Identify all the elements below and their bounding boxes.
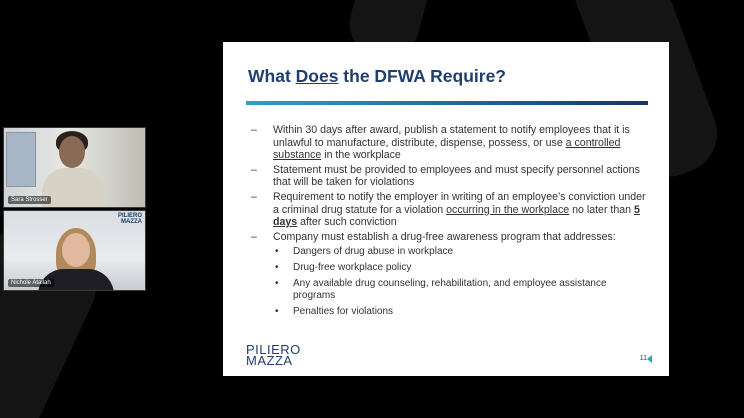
participant-figure: [62, 233, 90, 267]
sub-bullet-item: [273, 246, 651, 258]
bullet-item: [251, 124, 651, 162]
underlined-text: occurring in the workplace: [446, 203, 570, 216]
sub-bullet-text: Penalties for violations: [293, 306, 394, 318]
title-suffix: the DFWA Require?: [338, 66, 506, 86]
company-logo: [118, 213, 142, 225]
bullet-text: Statement must be provided to employees and must specify personnel actions that will be taken for violations: [273, 163, 640, 189]
sub-bullet-item: [273, 306, 651, 318]
dash-bullet: –: [251, 190, 257, 203]
bullet-text: Within 30 days after award, publish a statement to notify employees that it is unlawful to manufacture, distribute, dispense, possess, or use: [273, 124, 630, 149]
page-marker-icon: [647, 355, 652, 363]
page-number: 11: [639, 355, 647, 362]
emphasized-text: 5 days: [273, 203, 640, 229]
logo-line: PILIERO: [117, 213, 142, 219]
bullet-item: [251, 191, 651, 229]
dot-bullet: •: [275, 306, 279, 318]
dash-bullet: –: [251, 230, 257, 243]
dot-bullet: •: [275, 262, 279, 274]
logo-line: MAZZA: [246, 353, 293, 368]
dash-bullet: –: [251, 163, 257, 176]
sub-bullet-text: Any available drug counseling, rehabilitation, and employee assistance programs: [293, 278, 607, 302]
bullet-list: [251, 124, 651, 322]
dot-bullet: •: [275, 246, 279, 258]
bullet-text: Requirement to notify the employer in writing of an employee’s conviction under a criminal drug statute for a violation: [273, 190, 646, 216]
company-logo: [246, 344, 301, 366]
title-prefix: What: [248, 66, 296, 86]
title-emphasis: Does: [295, 66, 339, 86]
logo-line: MAZZA: [121, 219, 142, 225]
bullet-text: no later than: [569, 203, 634, 216]
wall-artwork: [6, 132, 36, 187]
bullet-item: [251, 231, 651, 319]
participant-figure: [59, 136, 85, 168]
participant-name: Sara Strosser: [8, 196, 51, 204]
participant-video-tile[interactable]: [3, 210, 146, 291]
bullet-item: [251, 164, 651, 189]
underlined-text: a controlled substance: [273, 136, 621, 162]
sub-bullet-item: [273, 262, 651, 274]
shared-slide: [223, 42, 669, 376]
sub-bullet-text: Drug-free workplace policy: [293, 262, 412, 274]
sub-bullet-text: Dangers of drug abuse in workplace: [293, 246, 454, 258]
participant-video-tile[interactable]: [3, 127, 146, 208]
logo-line: PILIERO: [246, 342, 301, 357]
dot-bullet: •: [275, 278, 279, 290]
bullet-text: after such conviction: [297, 216, 397, 229]
participant-figure: [42, 168, 104, 208]
bullet-text: Company must establish a drug-free awareness program that addresses:: [273, 230, 616, 243]
bullet-text: in the workplace: [321, 149, 401, 162]
sub-bullet-list: [273, 246, 651, 318]
dash-bullet: –: [251, 124, 257, 136]
participant-name: Nichole Atallah: [8, 279, 54, 287]
slide-title: [248, 66, 506, 87]
title-divider: [246, 101, 648, 105]
sub-bullet-item: [273, 278, 651, 302]
